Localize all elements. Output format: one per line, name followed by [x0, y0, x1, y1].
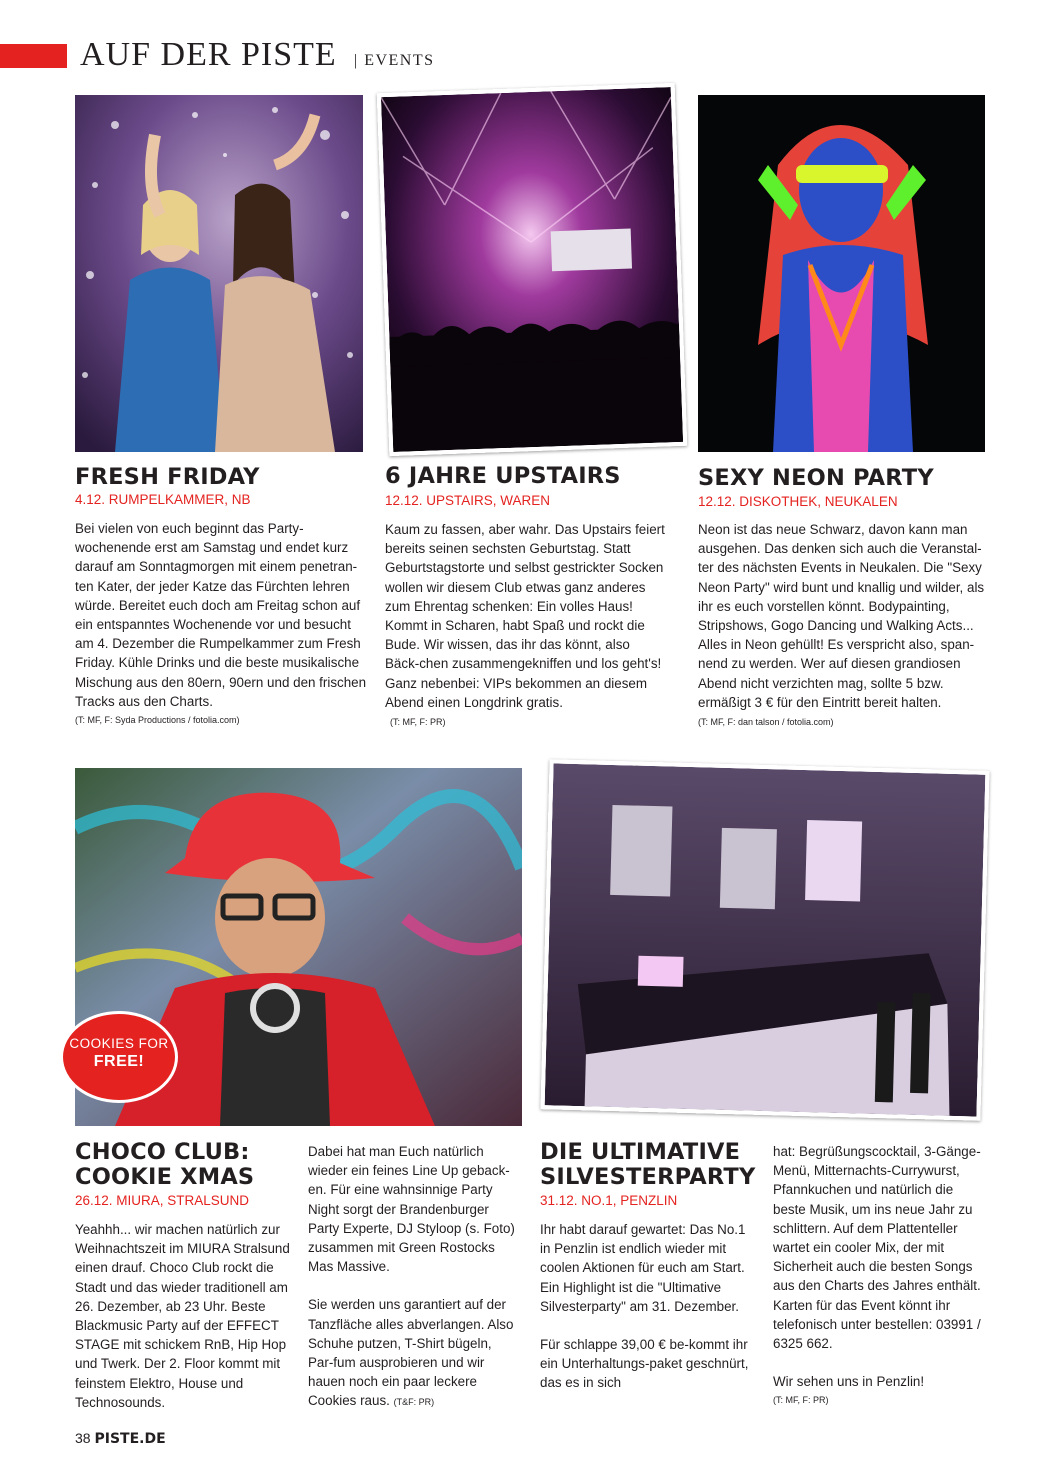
upstairs-photo: [377, 83, 687, 456]
choco-club-date: 26.12. MIURA, STRALSUND: [75, 1193, 250, 1208]
neon-party-title: SEXY NEON PARTY: [698, 465, 934, 491]
silvester-title-line2: SILVESTERPARTY: [540, 1164, 756, 1190]
upstairs-body: Kaum zu fassen, aber wahr. Das Upstairs feiert bereits seinen sechsten Geburtstag. Statt Geburtstagstorte und selbst gestrickter Socken wollen wir diesem Club etwas ganz anderes zum Ehrentag schenken: Ein volles Haus! Kommt in Scharen, habt Spaß und rockt die Bude. Wir wissen, das ihr das könnt, also Bäck-chen zusammengekniffen und los geht's! Ganz nebenbei: VIPs bekommen an diesem Abend einen Longdrink gratis.: [385, 522, 665, 710]
choco-club-title-line1: CHOCO CLUB:: [75, 1139, 250, 1165]
fresh-friday-date: 4.12. RUMPELKAMMER, NB: [75, 492, 251, 507]
badge-line2: FREE!: [93, 1053, 145, 1070]
page-number: 38: [75, 1430, 91, 1446]
silvester-body-col1-p1: Ihr habt darauf gewartet: Das No.1 in Penzlin ist endlich wieder mit coolen Aktionen für euch am Start. Ein Highlight ist die "Ultimative Silvesterparty" am 31. Dezember.: [540, 1222, 746, 1314]
cookies-badge: [60, 1011, 178, 1103]
choco-club-body-col2-p1: Dabei hat man Euch natürlich wieder ein feines Line Up geback-en. Für eine wahnsinnige Party Night sorgt der Brandenburger Party Experte, DJ Styloop (s. Foto) zusammen mit Green Rostocks Mas Massive.: [308, 1144, 515, 1275]
site-name: PISTE.DE: [94, 1431, 166, 1447]
page-title: AUF DER PISTE: [80, 36, 337, 73]
fresh-friday-title: FRESH FRIDAY: [75, 464, 260, 490]
neon-party-credit: (T: MF, F: dan talson / fotolia.com): [698, 717, 834, 727]
choco-club-body-col2-p2-text: Sie werden uns garantiert auf der Tanzfläche alles abverlangen. Also Schuhe putzen, T-Shirt bügeln, Par-fum ausprobieren und wir hauen noch ein paar leckere Cookies raus.: [308, 1297, 514, 1409]
silvester-body-col2: [773, 1142, 989, 1391]
silvester-body-col2-p2: Wir sehen uns in Penzlin!: [773, 1374, 925, 1390]
silvester-body-col1: [540, 1220, 752, 1393]
fresh-friday-body: Bei vielen von euch beginnt das Party-wochenende erst am Samstag und endet kurz darauf am Sonntagmorgen mit einem penetran-ten Kater, der jeder Katze das Fürchten lehren würde. Bereitet euch doch am Freitag schon auf ein entspanntes Wochenende vor und besucht am 4. Dezember die Rumpelkammer zum Fresh Friday. Kühle Drinks und die beste musikalische Mischung aus den 80ern, 90ern und den frischen Tracks aus den Charts.: [75, 521, 367, 709]
upstairs-title: 6 JAHRE UPSTAIRS: [385, 463, 621, 489]
neon-party-date: 12.12. DISKOTHEK, NEUKALEN: [698, 494, 898, 509]
neon-party-photo: [698, 95, 985, 452]
neon-party-body: Neon ist das neue Schwarz, davon kann man ausgehen. Das denken sich auch die Veranstal-ter des nächsten Events in Neukalen. Die "Sexy Neon Party" wird bunt und knallig und wilder, als ihr es euch vorstellen könnt. Bodypainting, Stripshows, Gogo Dancing und Walking Acts... Alles in Neon gehüllt! Es verspricht also, span-nend zu werden. Wer auf diesen grandiosen Abend nicht verzichten mag, sollte 5 bzw. ermäßigt 3 € für den Eintritt bereit halten.: [698, 522, 985, 710]
choco-club-credit: (T&F: PR): [393, 1397, 435, 1408]
fresh-friday-credit: (T: MF, F: Syda Productions / fotolia.com): [75, 715, 240, 725]
page-section-label: | EVENTS: [354, 52, 435, 69]
silvester-title-line1: DIE ULTIMATIVE: [540, 1139, 741, 1165]
choco-club-title-line2: COOKIE XMAS: [75, 1164, 255, 1190]
silvester-credit: (T: MF, F: PR): [773, 1395, 829, 1405]
page-footer: [75, 1430, 166, 1447]
silvester-body-col2-p1: hat: Begrüßungscocktail, 3-Gänge-Menü, Mitternachts-Currywurst, Pfannkuchen und natürlich die beste Musik, um ins neue Jahr zu schlittern. Auf dem Plattenteller wartet ein cooler Mix, der mit Sicherheit auch die besten Songs aus den Charts des Jahres enthält. Karten für das Event könnt ihr telefonisch unter bestellen: 03991 / 6325 662.: [773, 1144, 981, 1352]
badge-line1: COOKIES FOR: [69, 1036, 169, 1051]
upstairs-credit: (T: MF, F: PR): [390, 717, 446, 727]
fresh-friday-photo: [75, 95, 363, 452]
choco-club-body-col1: Yeahhh... wir machen natürlich zur Weihnachtszeit im MIURA Stralsund einen drauf. Choco Club rockt die Stadt und das wieder traditionell am 26. Dezember, ab 23 Uhr. Beste Blackmusic Party auf der EFFECT STAGE mit schickem RnB, Hip Hop und Twerk. Der 2. Floor kommt mit feinstem Elektro, House und Technosounds.: [75, 1222, 290, 1410]
upstairs-date: 12.12. UPSTAIRS, WAREN: [385, 493, 551, 508]
silvester-date: 31.12. NO.1, PENZLIN: [540, 1193, 678, 1208]
choco-club-body-col2: [308, 1142, 518, 1413]
header-accent-bar: [0, 44, 67, 68]
silvester-photo: [540, 759, 989, 1120]
silvester-body-col1-p2: Für schlappe 39,00 € be-kommt ihr ein Unterhaltungs-paket geschnürt, das es in sich: [540, 1337, 749, 1391]
choco-club-body-col2-p2: [308, 1295, 518, 1412]
